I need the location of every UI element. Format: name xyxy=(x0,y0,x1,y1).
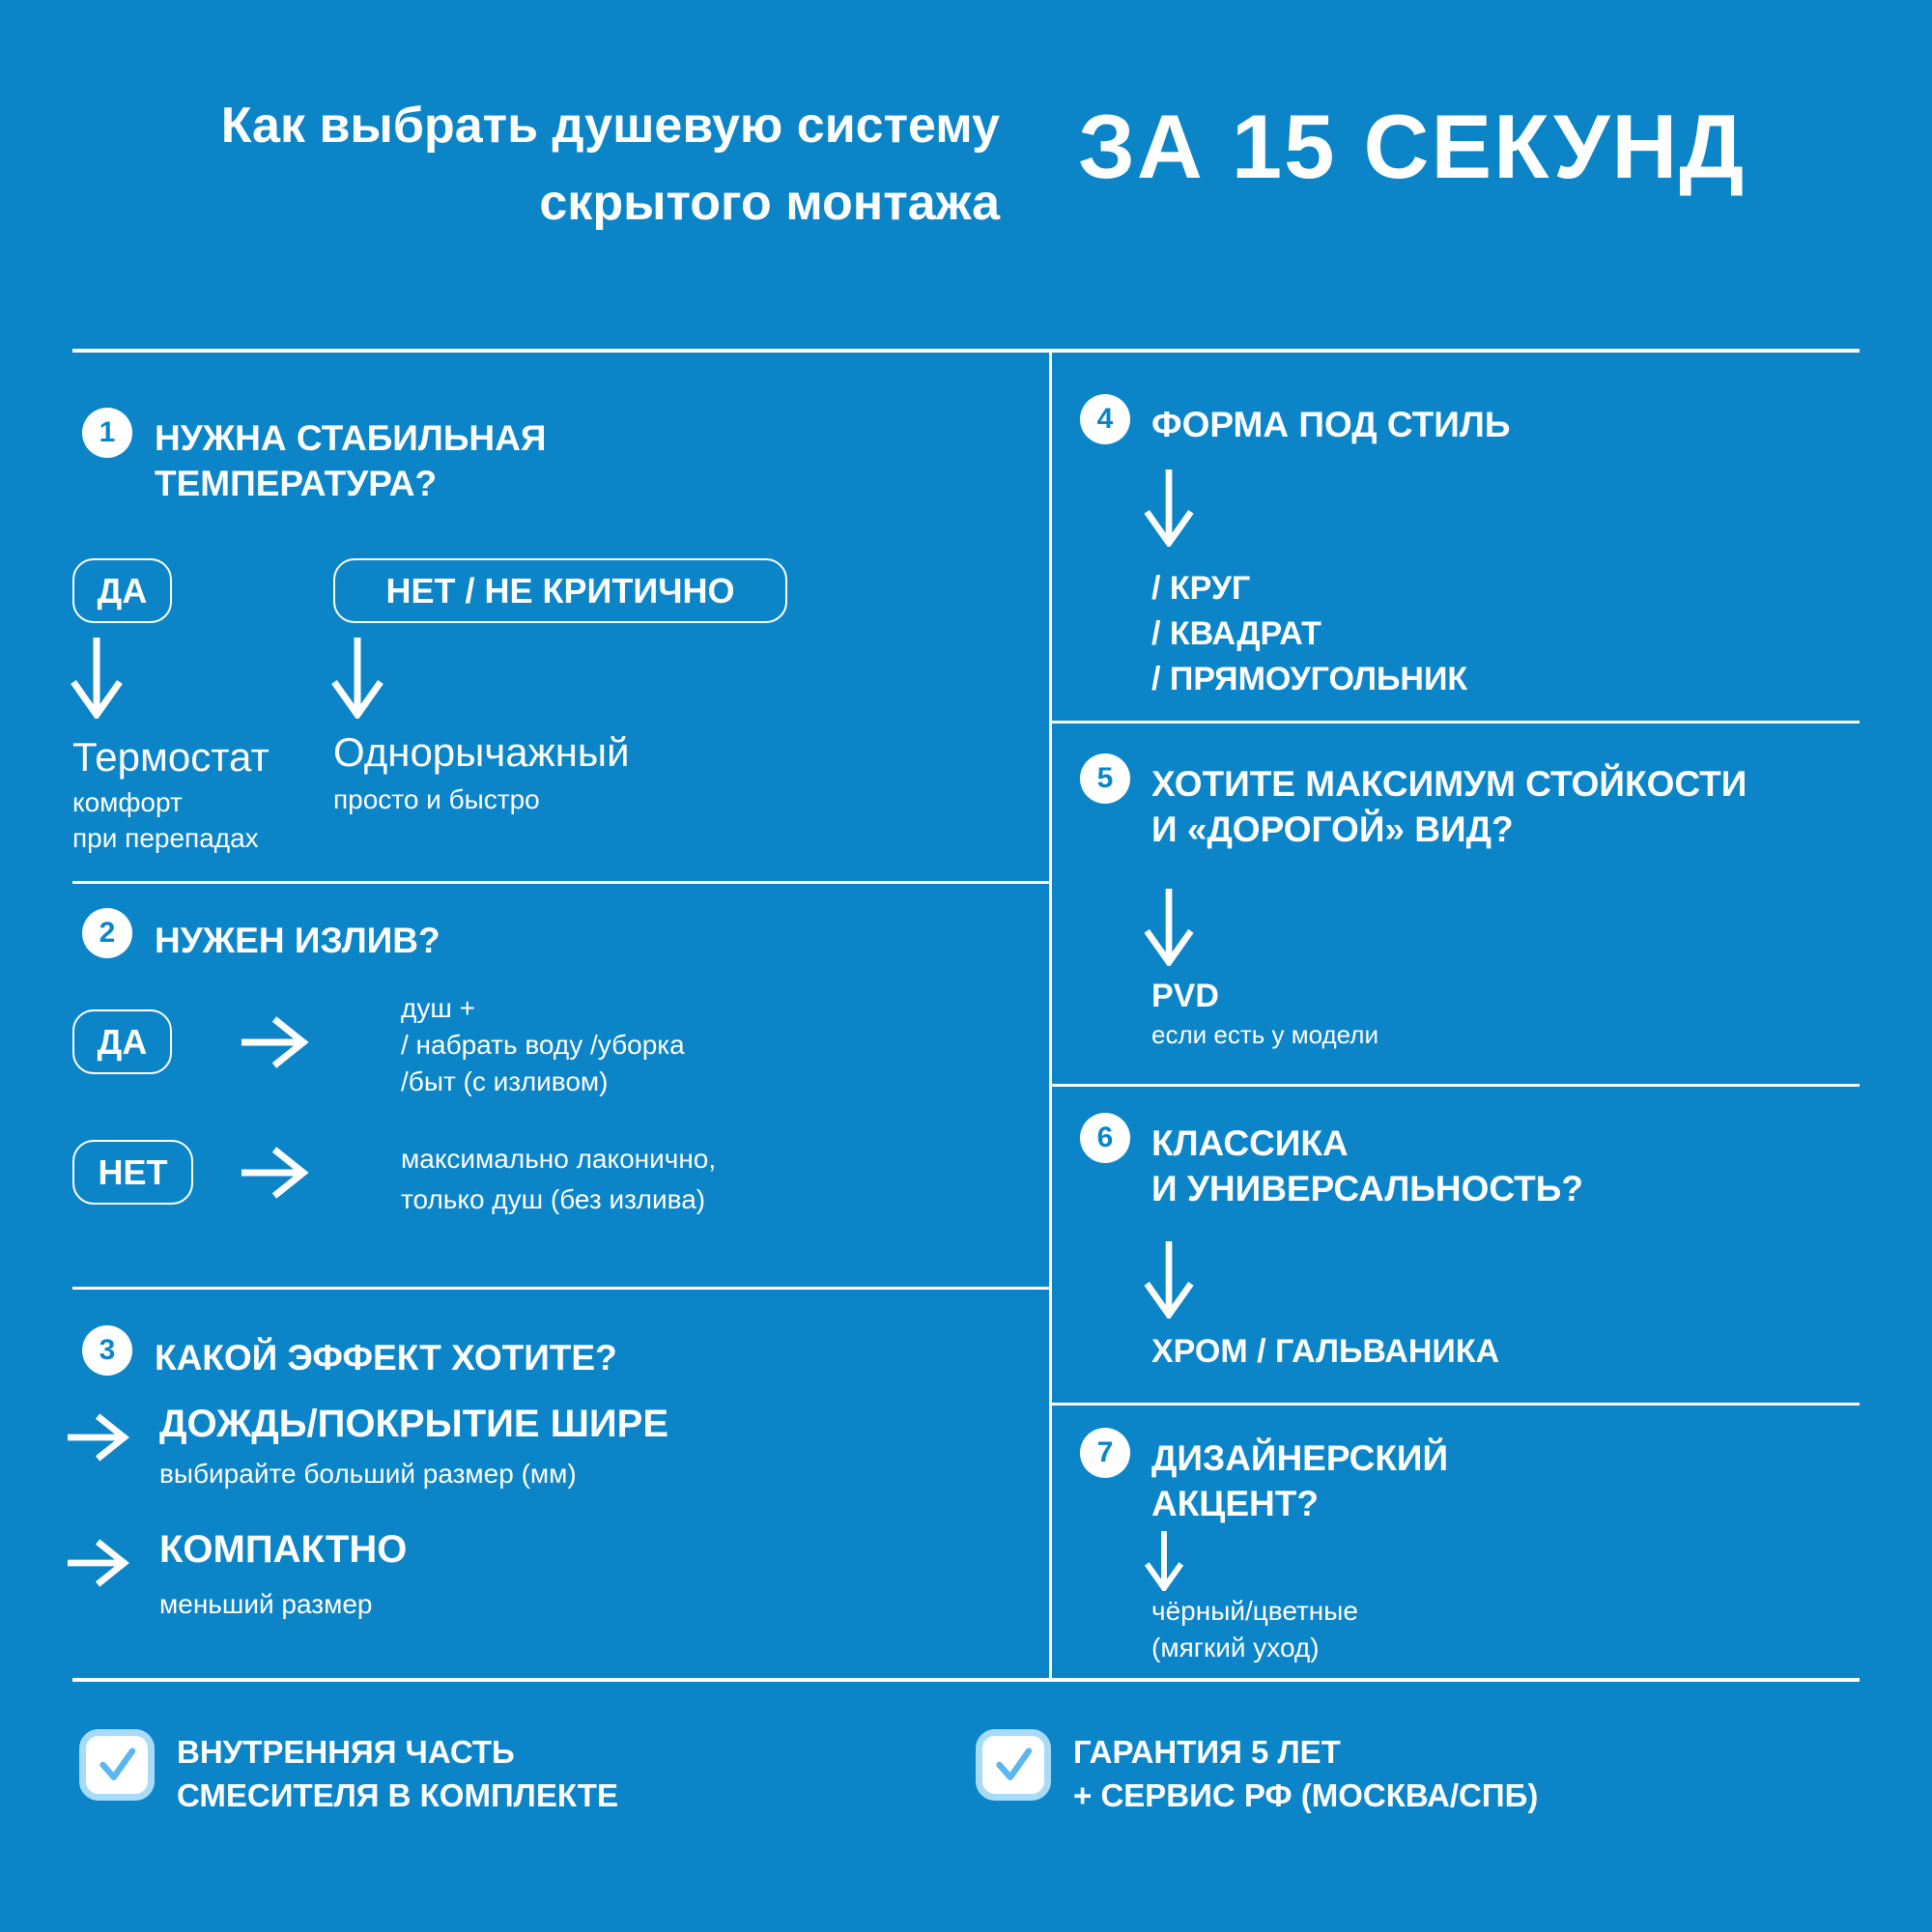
result-black-colored-sub: (мягкий уход) xyxy=(1151,1633,1320,1662)
yes-button-s1-label: ДА xyxy=(97,570,148,611)
badge-3 xyxy=(82,1325,132,1376)
divider-right-1 xyxy=(1052,721,1860,724)
down-arrow-icon xyxy=(1142,889,1196,966)
section6-title-line1: КЛАССИКА xyxy=(1151,1123,1349,1163)
down-arrow-icon xyxy=(330,638,384,719)
no-s2-line2: только душ (без излива) xyxy=(401,1184,706,1214)
yes-button-s2-label: ДА xyxy=(97,1021,148,1062)
result-pvd: PVD xyxy=(1151,978,1219,1014)
divider-left-1 xyxy=(72,881,1049,884)
yes-button-s1 xyxy=(72,558,172,623)
yes-s2-line2: / набрать воду /уборка xyxy=(401,1030,685,1060)
page-title-line1: Как выбрать душевую систему xyxy=(220,98,1000,154)
section7-title-line1: ДИЗАЙНЕРСКИЙ xyxy=(1151,1438,1449,1478)
footer-item2-line2: + СЕРВИС РФ (МОСКВА/СПБ) xyxy=(1073,1777,1539,1813)
option-rain: ДОЖДЬ/ПОКРЫТИЕ ШИРЕ xyxy=(159,1403,668,1445)
right-arrow-icon xyxy=(68,1412,129,1463)
badge-3-number: 3 xyxy=(99,1334,116,1366)
section7-title-line2: АКЦЕНТ? xyxy=(1151,1484,1319,1523)
down-arrow-icon xyxy=(1142,469,1196,547)
section6-title-line2: И УНИВЕРСАЛЬНОСТЬ? xyxy=(1151,1169,1583,1208)
checkmark-icon xyxy=(990,1742,1037,1788)
badge-6-number: 6 xyxy=(1096,1122,1114,1153)
badge-4-number: 4 xyxy=(1096,403,1114,435)
headline-15-seconds: ЗА 15 СЕКУНД xyxy=(1078,96,1747,197)
badge-5-number: 5 xyxy=(1096,762,1114,794)
option-compact: КОМПАКТНО xyxy=(159,1528,408,1571)
divider-right-2 xyxy=(1052,1084,1860,1087)
right-arrow-icon xyxy=(242,1146,309,1200)
result-single-lever: Однорычажный xyxy=(333,729,630,775)
checkbox-included-icon xyxy=(79,1729,155,1801)
page-title-line2: скрытого монтажа xyxy=(539,175,1000,231)
down-arrow-icon xyxy=(1142,1241,1196,1319)
down-arrow-icon xyxy=(70,638,124,719)
no-button-s2 xyxy=(72,1140,193,1205)
shape-circle: / КРУГ xyxy=(1151,570,1251,607)
divider-vertical xyxy=(1049,349,1052,1680)
no-s2-line1: максимально лаконично, xyxy=(401,1144,717,1174)
result-black-colored: чёрный/цветные xyxy=(1151,1596,1358,1626)
down-arrow-icon xyxy=(1142,1531,1186,1591)
shape-square: / КВАДРАТ xyxy=(1151,615,1321,652)
result-chrome: ХРОМ / ГАЛЬВАНИКА xyxy=(1151,1333,1500,1370)
badge-4 xyxy=(1080,394,1130,444)
result-single-lever-sub: просто и быстро xyxy=(333,784,540,814)
option-rain-sub: выбирайте больший размер (мм) xyxy=(159,1459,577,1489)
badge-7 xyxy=(1080,1428,1130,1478)
result-pvd-sub: если есть у модели xyxy=(1151,1020,1378,1049)
result-thermostat: Термостат xyxy=(72,734,270,780)
badge-2-number: 2 xyxy=(99,917,116,949)
no-button-s1 xyxy=(333,558,787,623)
checkbox-warranty-icon xyxy=(976,1729,1051,1801)
divider-top xyxy=(72,349,1860,353)
badge-1-number: 1 xyxy=(99,416,116,448)
footer-item1-line2: СМЕСИТЕЛЯ В КОМПЛЕКТЕ xyxy=(177,1777,618,1813)
result-thermostat-sub2: при перепадах xyxy=(72,823,259,853)
right-arrow-icon xyxy=(242,1015,309,1069)
no-button-s1-label: НЕТ / НЕ КРИТИЧНО xyxy=(385,570,735,611)
footer-item1-line1: ВНУТРЕННЯЯ ЧАСТЬ xyxy=(177,1734,515,1770)
section1-title-line1: НУЖНА СТАБИЛЬНАЯ xyxy=(155,418,547,458)
badge-2 xyxy=(82,908,132,958)
footer-item2-line1: ГАРАНТИЯ 5 ЛЕТ xyxy=(1073,1734,1341,1770)
section4-title: ФОРМА ПОД СТИЛЬ xyxy=(1151,405,1511,444)
badge-6 xyxy=(1080,1113,1130,1163)
no-button-s2-label: НЕТ xyxy=(98,1151,168,1192)
section5-title-line1: ХОТИТЕ МАКСИМУМ СТОЙКОСТИ xyxy=(1151,764,1747,804)
badge-5 xyxy=(1080,753,1130,804)
yes-s2-line1: душ + xyxy=(401,993,475,1023)
result-thermostat-sub1: комфорт xyxy=(72,787,183,817)
checkmark-icon xyxy=(94,1742,140,1788)
badge-1 xyxy=(82,408,132,458)
section5-title-line2: И «ДОРОГОЙ» ВИД? xyxy=(1151,810,1514,849)
shape-rectangle: / ПРЯМОУГОЛЬНИК xyxy=(1151,661,1468,697)
yes-s2-line3: /быт (с изливом) xyxy=(401,1066,609,1096)
yes-button-s2 xyxy=(72,1009,172,1074)
section2-title: НУЖЕН ИЗЛИВ? xyxy=(155,921,440,960)
right-arrow-icon xyxy=(68,1538,129,1588)
section1-title-line2: ТЕМПЕРАТУРА? xyxy=(155,464,438,503)
section3-title: КАКОЙ ЭФФЕКТ ХОТИТЕ? xyxy=(155,1338,617,1378)
divider-bottom xyxy=(72,1678,1860,1682)
badge-7-number: 7 xyxy=(1096,1436,1114,1468)
divider-left-2 xyxy=(72,1287,1049,1290)
option-compact-sub: меньший размер xyxy=(159,1589,373,1619)
divider-right-3 xyxy=(1052,1403,1860,1406)
